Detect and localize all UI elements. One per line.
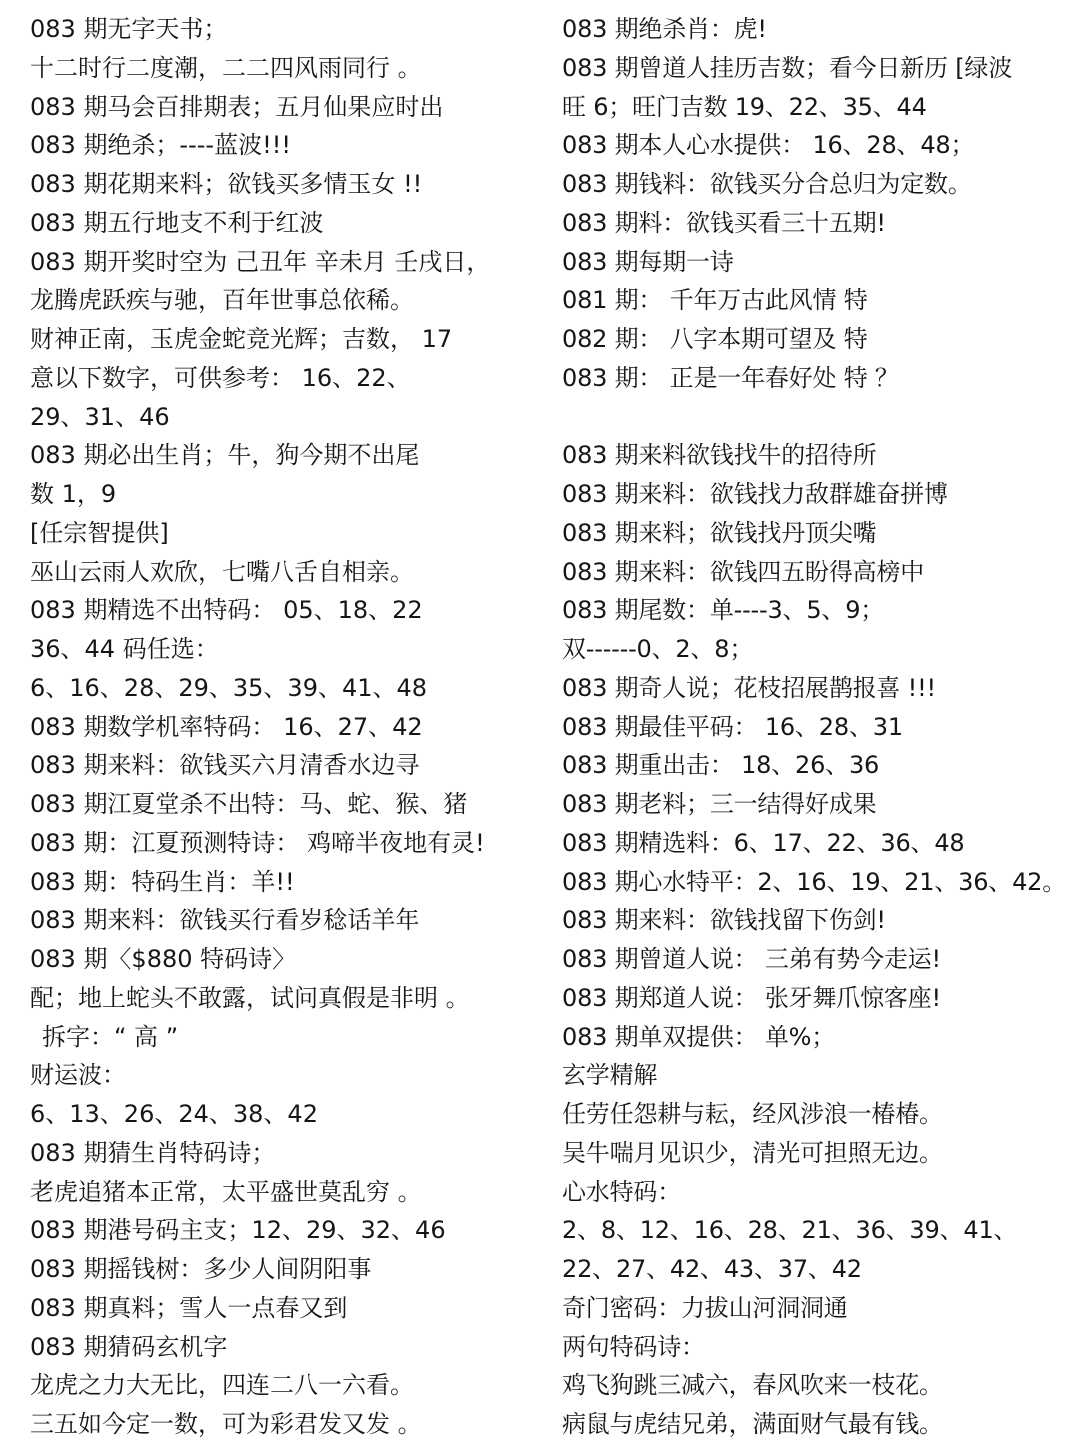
left-column-line: 083 期来料：欲钱买行看岁稔话羊年 bbox=[30, 906, 420, 935]
right-column-line: 081 期： 千年万古此风情 特 bbox=[562, 286, 868, 315]
left-column-line: 083 期：特码生肖：羊!! bbox=[30, 867, 295, 896]
left-column-line: 巫山云雨人欢欣，七嘴八舌自相亲。 bbox=[30, 557, 414, 586]
left-column-line: 三五如今定一数，可为彩君发又发 。 bbox=[30, 1410, 422, 1438]
left-column-line: 拆字：“ 高 ” bbox=[42, 1022, 179, 1051]
right-column-line bbox=[562, 398, 1072, 437]
right-column-line: 083 期郑道人说： 张牙舞爪惊客座! bbox=[562, 983, 941, 1012]
right-column-line: 083 期来料：欲钱四五盼得高榜中 bbox=[562, 557, 925, 586]
left-column-line: 29、31、46 bbox=[30, 402, 170, 431]
left-column-line: 083 期江夏堂杀不出特：马、蛇、猴、猪 bbox=[30, 790, 468, 818]
right-column-line: 083 期本人心水提供： 16、28、48； bbox=[562, 131, 975, 160]
right-column-line: 2、8、12、16、28、21、36、39、41、 bbox=[562, 1216, 1018, 1245]
right-column-line: 083 期每期一诗 bbox=[562, 247, 734, 276]
left-column-line: 财神正南，玉虎金蛇竞光辉；吉数， 17 bbox=[30, 325, 453, 353]
left-column-line: 083 期来料：欲钱买六月清香水边寻 bbox=[30, 751, 420, 780]
left-column-line: 龙虎之力大无比，四连二八一六看。 bbox=[30, 1371, 414, 1400]
right-column-line: 心水特码： bbox=[562, 1177, 681, 1206]
right-column-line: 082 期： 八字本期可望及 特 bbox=[562, 325, 868, 353]
right-column-line: 083 期曾道人说： 三弟有势今走运! bbox=[562, 945, 941, 973]
right-column-line: 083 期心水特平：2、16、19、21、36、42。 bbox=[562, 867, 1067, 896]
left-column-line: 083 期猜生肖特码诗； bbox=[30, 1138, 276, 1167]
left-column-line: 36、44 码任选： bbox=[30, 635, 219, 663]
left-column-line: 083 期精选不出特码： 05、18、22 bbox=[30, 596, 423, 625]
right-column-line: 两句特码诗： bbox=[562, 1332, 705, 1361]
left-column-line: 083 期：江夏预测特诗： 鸡啼半夜地有灵! bbox=[30, 828, 485, 857]
left-column-line: 数 1，9 bbox=[30, 480, 117, 508]
right-column-line: 083 期料：欲钱买看三十五期! bbox=[562, 208, 886, 237]
right-column-line: 22、27、42、43、37、42 bbox=[562, 1255, 862, 1283]
right-column-line: 鸡飞狗跳三减六，春风吹来一枝花。 bbox=[562, 1371, 943, 1400]
right-column-line: 吴牛喘月见识少，清光可担照无边。 bbox=[562, 1138, 943, 1167]
right-column-line: 083 期： 正是一年春好处 特 ？ bbox=[562, 363, 899, 392]
right-column-line: 083 期来料欲钱找牛的招待所 bbox=[562, 441, 877, 470]
left-column-line: 083 期开奖时空为 己丑年 辛未月 壬戌日， bbox=[30, 247, 491, 276]
right-column-line: 083 期尾数：单----3、5、9； bbox=[562, 596, 885, 625]
right-column-line: 083 期来料：欲钱找力敌群雄奋拼博 bbox=[562, 480, 948, 508]
right-column-line: 奇门密码：力拔山河洞洞通 bbox=[562, 1293, 848, 1322]
left-column-line: 083 期无字天书； bbox=[30, 15, 228, 43]
left-column-line: 083 期数学机率特码： 16、27、42 bbox=[30, 712, 423, 741]
right-column-line: 083 期来料：欲钱找留下伤剑! bbox=[562, 906, 886, 935]
left-column-line: 083 期摇钱树：多少人间阴阳事 bbox=[30, 1255, 372, 1283]
left-column-line: 083 期绝杀；----蓝波!!! bbox=[30, 131, 291, 160]
right-column-line: 083 期精选料：6、17、22、36、48 bbox=[562, 828, 965, 857]
right-column-line: 083 期最佳平码： 16、28、31 bbox=[562, 712, 903, 741]
left-column-line: 083 期马会百排期表；五月仙果应时出 bbox=[30, 92, 444, 121]
left-column-line: 083 期猜码玄机字 bbox=[30, 1332, 228, 1361]
right-column-line: 083 期单双提供： 单%； bbox=[562, 1022, 836, 1051]
left-column-line: 老虎追猪本正常，太平盛世莫乱穷 。 bbox=[30, 1177, 422, 1206]
right-column-line: 双------0、2、8； bbox=[562, 635, 754, 663]
left-column-line: 意以下数字，可供参考： 16、22、 bbox=[30, 363, 411, 392]
left-column-line: 6、13、26、24、38、42 bbox=[30, 1100, 318, 1128]
left-column-line: 财运波： bbox=[30, 1061, 126, 1090]
left-column-line: 配；地上蛇头不敢露，试问真假是非明 。 bbox=[30, 983, 470, 1012]
right-column-line: 玄学精解 bbox=[562, 1061, 658, 1090]
left-column-line: 083 期〈$880 特码诗〉 bbox=[30, 945, 297, 973]
left-column-line: 6、16、28、29、35、39、41、48 bbox=[30, 673, 428, 702]
left-column bbox=[30, 10, 540, 1444]
left-column-line: 083 期花期来料；欲钱买多情玉女 !! bbox=[30, 170, 423, 198]
right-column-line: 083 期曾道人挂历吉数；看今日新历 [绿波 bbox=[562, 53, 1013, 82]
left-column-line: 龙腾虎跃疾与驰，百年世事总依稀。 bbox=[30, 286, 414, 315]
left-column-line: 十二时行二度潮，二二四风雨同行 。 bbox=[30, 53, 422, 82]
right-column-line: 083 期奇人说；花枝招展鹊报喜 !!! bbox=[562, 673, 936, 702]
left-column-line: 083 期真料；雪人一点春又到 bbox=[30, 1293, 348, 1322]
right-column-line: 083 期钱料：欲钱买分合总归为定数。 bbox=[562, 170, 972, 198]
right-column bbox=[562, 10, 1072, 1444]
right-column-line: 083 期重出击： 18、26、36 bbox=[562, 751, 880, 780]
left-column-line: 083 期必出生肖；牛，狗今期不出尾 bbox=[30, 441, 420, 470]
right-column-line: 083 期绝杀肖：虎! bbox=[562, 15, 767, 43]
right-column-line: 083 期来料；欲钱找丹顶尖嘴 bbox=[562, 518, 877, 547]
right-column-line: 任劳任怨耕与耘，经风涉浪一椿椿。 bbox=[562, 1100, 943, 1128]
left-column-line: [任宗智提供] bbox=[30, 518, 169, 547]
right-column-line: 旺 6；旺门吉数 19、22、35、44 bbox=[562, 92, 927, 121]
right-column-line: 083 期老料；三一结得好成果 bbox=[562, 790, 877, 818]
left-column-line: 083 期港号码主支；12、29、32、46 bbox=[30, 1216, 446, 1245]
right-column-line: 病鼠与虎结兄弟，满面财气最有钱。 bbox=[562, 1410, 943, 1438]
left-column-line: 083 期五行地支不利于红波 bbox=[30, 208, 324, 237]
